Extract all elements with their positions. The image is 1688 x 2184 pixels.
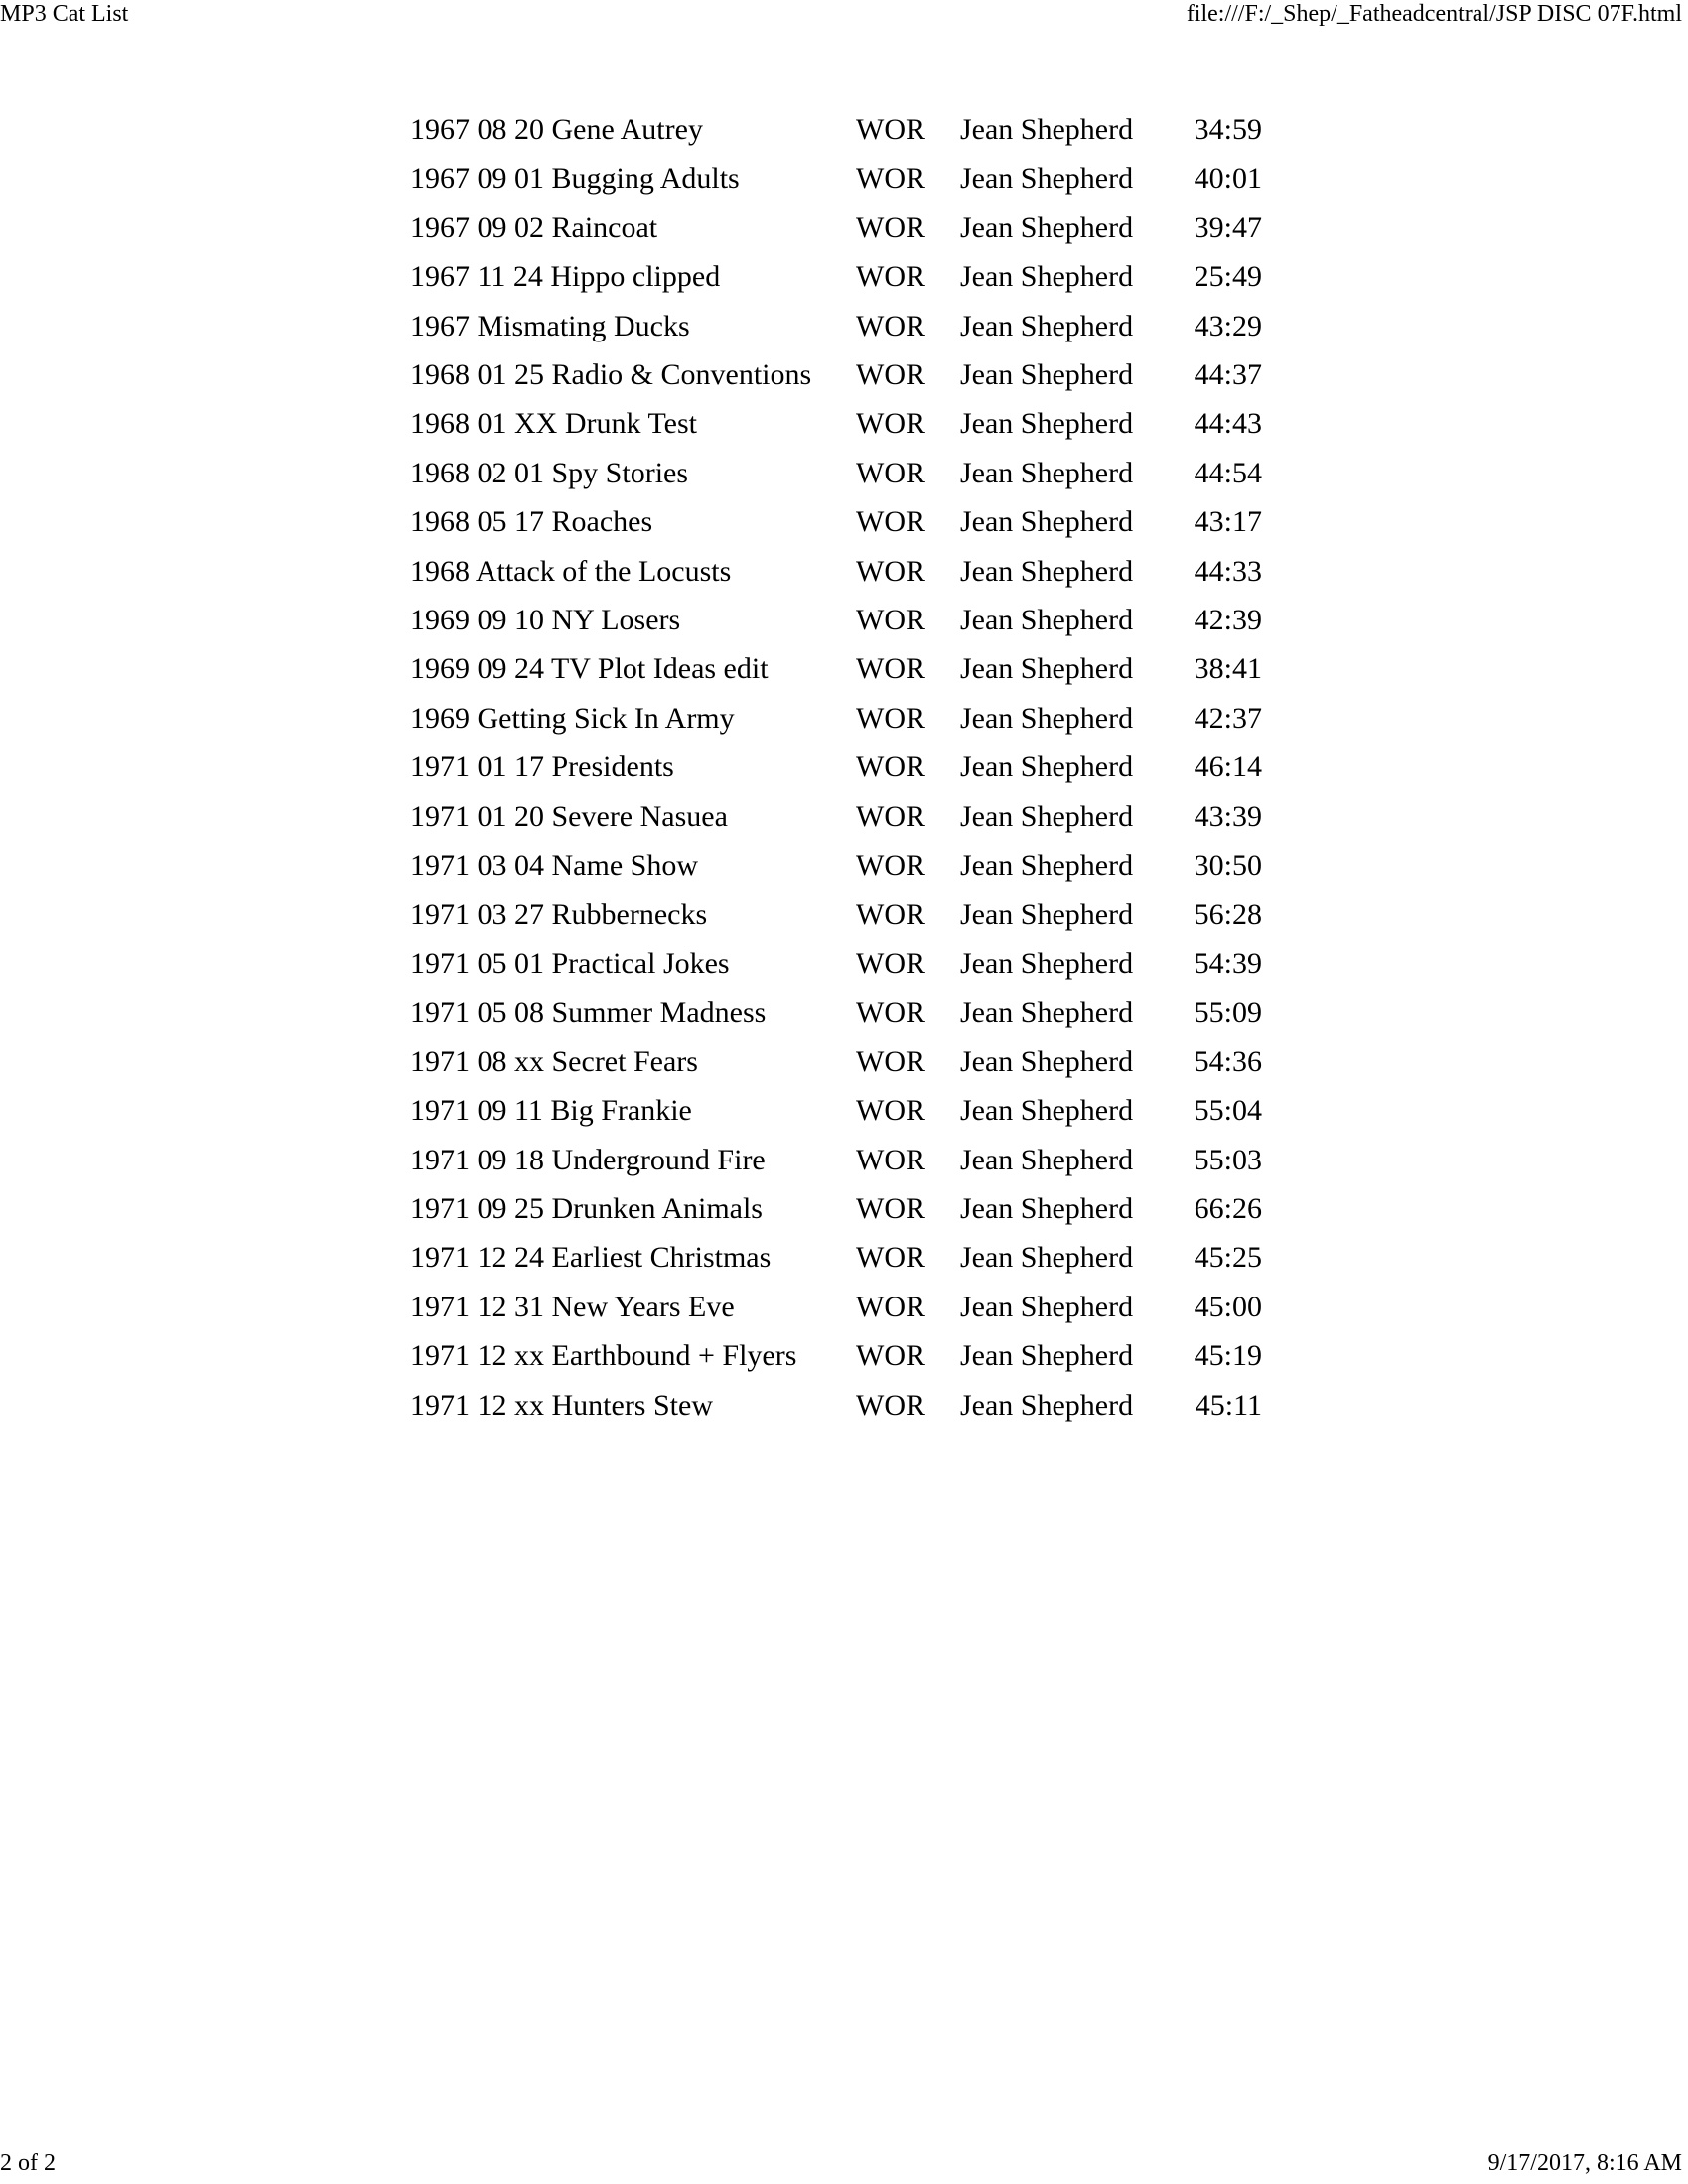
track-title: 1971 05 08 Summer Madness xyxy=(410,996,767,1029)
track-title: 1967 08 20 Gene Autrey xyxy=(410,113,703,146)
track-host: Jean Shepherd xyxy=(960,1044,1134,1078)
track-title: 1969 09 24 TV Plot Ideas edit xyxy=(410,652,769,686)
track-duration: 39:47 xyxy=(1194,210,1262,244)
track-duration: 43:39 xyxy=(1194,799,1262,833)
track-host: Jean Shepherd xyxy=(960,946,1134,980)
track-duration: 46:14 xyxy=(1194,751,1262,784)
table-row xyxy=(410,204,1262,252)
track-station: WOR xyxy=(856,1388,925,1422)
track-host: Jean Shepherd xyxy=(960,505,1134,539)
track-title: 1968 01 XX Drunk Test xyxy=(410,407,697,441)
table-row xyxy=(410,1331,1262,1380)
table-row xyxy=(410,596,1262,644)
track-host: Jean Shepherd xyxy=(960,260,1134,294)
track-title: 1968 02 01 Spy Stories xyxy=(410,456,689,489)
track-title: 1968 05 17 Roaches xyxy=(410,505,653,539)
track-title: 1971 05 01 Practical Jokes xyxy=(410,946,730,980)
track-duration: 44:37 xyxy=(1194,358,1262,392)
track-host: Jean Shepherd xyxy=(960,407,1134,441)
track-title: 1971 09 25 Drunken Animals xyxy=(410,1191,763,1225)
print-timestamp: 9/17/2017, 8:16 AM xyxy=(1487,2150,1682,2176)
track-host: Jean Shepherd xyxy=(960,309,1134,342)
table-row xyxy=(410,1184,1262,1233)
track-duration: 55:03 xyxy=(1194,1143,1262,1176)
track-station: WOR xyxy=(856,1143,925,1176)
track-host: Jean Shepherd xyxy=(960,1339,1134,1373)
track-title: 1971 01 17 Presidents xyxy=(410,751,674,784)
track-duration: 40:01 xyxy=(1194,162,1262,196)
track-title: 1968 01 25 Radio & Conventions xyxy=(410,358,812,392)
track-station: WOR xyxy=(856,210,925,244)
track-title: 1969 Getting Sick In Army xyxy=(410,701,735,735)
table-row xyxy=(410,1233,1262,1282)
track-title: 1971 01 20 Severe Nasuea xyxy=(410,799,728,833)
track-duration: 45:25 xyxy=(1194,1241,1262,1275)
track-host: Jean Shepherd xyxy=(960,1388,1134,1422)
track-host: Jean Shepherd xyxy=(960,1191,1134,1225)
track-title: 1969 09 10 NY Losers xyxy=(410,604,681,637)
track-station: WOR xyxy=(856,260,925,294)
table-row xyxy=(410,399,1262,448)
catalog-table xyxy=(410,105,1262,1430)
track-host: Jean Shepherd xyxy=(960,1290,1134,1323)
track-duration: 44:54 xyxy=(1194,456,1262,489)
track-host: Jean Shepherd xyxy=(960,162,1134,196)
track-host: Jean Shepherd xyxy=(960,652,1134,686)
track-duration: 43:17 xyxy=(1194,505,1262,539)
track-host: Jean Shepherd xyxy=(960,456,1134,489)
track-duration: 42:37 xyxy=(1194,701,1262,735)
track-host: Jean Shepherd xyxy=(960,358,1134,392)
table-row xyxy=(410,841,1262,889)
track-title: 1967 09 02 Raincoat xyxy=(410,210,658,244)
track-station: WOR xyxy=(856,652,925,686)
track-host: Jean Shepherd xyxy=(960,554,1134,588)
track-duration: 42:39 xyxy=(1194,604,1262,637)
table-row xyxy=(410,547,1262,596)
track-duration: 45:19 xyxy=(1194,1339,1262,1373)
track-station: WOR xyxy=(856,554,925,588)
track-duration: 43:29 xyxy=(1194,309,1262,342)
track-station: WOR xyxy=(856,751,925,784)
track-station: WOR xyxy=(856,358,925,392)
table-row xyxy=(410,1381,1262,1430)
track-host: Jean Shepherd xyxy=(960,604,1134,637)
track-title: 1971 08 xx Secret Fears xyxy=(410,1044,698,1078)
table-row xyxy=(410,988,1262,1036)
page-url: file:///F:/_Shep/_Fatheadcentral/JSP DISC 07F.html xyxy=(1186,1,1682,27)
page-title: MP3 Cat List xyxy=(0,1,129,27)
track-station: WOR xyxy=(856,701,925,735)
table-row xyxy=(410,1283,1262,1331)
track-title: 1967 09 01 Bugging Adults xyxy=(410,162,740,196)
track-duration: 54:36 xyxy=(1194,1044,1262,1078)
track-duration: 38:41 xyxy=(1194,652,1262,686)
table-row xyxy=(410,743,1262,791)
track-title: 1971 03 04 Name Show xyxy=(410,849,698,883)
track-host: Jean Shepherd xyxy=(960,897,1134,931)
track-title: 1967 Mismating Ducks xyxy=(410,309,690,342)
track-duration: 45:11 xyxy=(1195,1388,1262,1422)
track-station: WOR xyxy=(856,309,925,342)
track-station: WOR xyxy=(856,1094,925,1128)
track-duration: 66:26 xyxy=(1194,1191,1262,1225)
track-host: Jean Shepherd xyxy=(960,113,1134,146)
track-title: 1971 03 27 Rubbernecks xyxy=(410,897,708,931)
track-host: Jean Shepherd xyxy=(960,701,1134,735)
track-station: WOR xyxy=(856,996,925,1029)
track-station: WOR xyxy=(856,1044,925,1078)
table-row xyxy=(410,105,1262,154)
track-host: Jean Shepherd xyxy=(960,996,1134,1029)
track-duration: 44:33 xyxy=(1194,554,1262,588)
page-number: 2 of 2 xyxy=(0,2150,56,2176)
track-station: WOR xyxy=(856,505,925,539)
track-station: WOR xyxy=(856,1191,925,1225)
table-row xyxy=(410,350,1262,399)
track-station: WOR xyxy=(856,162,925,196)
track-station: WOR xyxy=(856,407,925,441)
track-host: Jean Shepherd xyxy=(960,751,1134,784)
track-title: 1971 09 11 Big Frankie xyxy=(410,1094,692,1128)
table-row xyxy=(410,449,1262,497)
track-station: WOR xyxy=(856,1339,925,1373)
track-station: WOR xyxy=(856,456,925,489)
track-station: WOR xyxy=(856,1290,925,1323)
table-row xyxy=(410,694,1262,743)
table-row xyxy=(410,890,1262,939)
track-duration: 55:04 xyxy=(1194,1094,1262,1128)
track-host: Jean Shepherd xyxy=(960,1143,1134,1176)
track-duration: 55:09 xyxy=(1194,996,1262,1029)
track-duration: 56:28 xyxy=(1194,897,1262,931)
table-row xyxy=(410,497,1262,546)
track-host: Jean Shepherd xyxy=(960,849,1134,883)
track-duration: 25:49 xyxy=(1194,260,1262,294)
table-row xyxy=(410,252,1262,301)
track-station: WOR xyxy=(856,946,925,980)
table-row xyxy=(410,1136,1262,1184)
track-title: 1968 Attack of the Locusts xyxy=(410,554,732,588)
track-host: Jean Shepherd xyxy=(960,210,1134,244)
track-duration: 30:50 xyxy=(1194,849,1262,883)
table-row xyxy=(410,1037,1262,1086)
track-station: WOR xyxy=(856,604,925,637)
track-host: Jean Shepherd xyxy=(960,1241,1134,1275)
track-duration: 54:39 xyxy=(1194,946,1262,980)
track-duration: 45:00 xyxy=(1194,1290,1262,1323)
table-row xyxy=(410,792,1262,841)
track-title: 1971 12 31 New Years Eve xyxy=(410,1290,735,1323)
track-station: WOR xyxy=(856,897,925,931)
track-title: 1971 12 24 Earliest Christmas xyxy=(410,1241,772,1275)
table-row xyxy=(410,644,1262,693)
track-station: WOR xyxy=(856,799,925,833)
track-title: 1971 12 xx Hunters Stew xyxy=(410,1388,713,1422)
track-title: 1971 12 xx Earthbound + Flyers xyxy=(410,1339,797,1373)
track-duration: 34:59 xyxy=(1194,113,1262,146)
table-row xyxy=(410,1086,1262,1135)
table-row xyxy=(410,939,1262,988)
track-title: 1967 11 24 Hippo clipped xyxy=(410,260,721,294)
table-row xyxy=(410,154,1262,203)
track-title: 1971 09 18 Underground Fire xyxy=(410,1143,766,1176)
track-host: Jean Shepherd xyxy=(960,1094,1134,1128)
track-station: WOR xyxy=(856,113,925,146)
track-station: WOR xyxy=(856,849,925,883)
table-row xyxy=(410,302,1262,350)
track-station: WOR xyxy=(856,1241,925,1275)
track-duration: 44:43 xyxy=(1194,407,1262,441)
track-host: Jean Shepherd xyxy=(960,799,1134,833)
catalog-table-body xyxy=(410,105,1262,1430)
